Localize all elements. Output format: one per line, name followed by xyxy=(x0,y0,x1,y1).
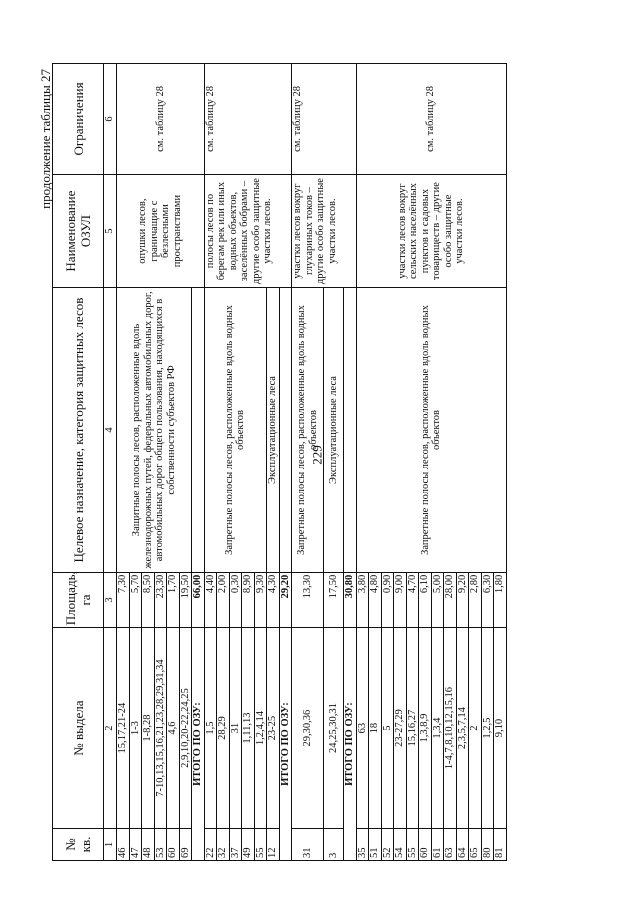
area-cell: 9,00 xyxy=(394,572,407,627)
table-row xyxy=(356,64,369,861)
area-cell: 8,90 xyxy=(242,572,255,627)
area-cell: 4,30 xyxy=(267,572,280,627)
kv-cell: 22 xyxy=(204,828,217,860)
kv-cell: 81 xyxy=(494,828,507,860)
kv-cell: 12 xyxy=(267,828,280,860)
vydel-cell: 15,16,27 xyxy=(406,628,419,829)
vydel-cell: 1-8,28 xyxy=(142,628,155,829)
kv-cell: 3 xyxy=(324,828,344,860)
vydel-cell: 1,2,5 xyxy=(481,628,494,829)
area-cell: 6,10 xyxy=(419,572,432,627)
index-cell: 6 xyxy=(104,64,117,175)
kv-cell: 51 xyxy=(369,828,382,860)
purpose-cell-secondary: Эксплуатационные леса xyxy=(324,288,344,573)
vydel-cell: 1,3,8,9 xyxy=(419,628,432,829)
table-caption: продолжение таблицы 27 xyxy=(38,69,53,209)
area-cell: 2,80 xyxy=(469,572,482,627)
kv-cell: 48 xyxy=(142,828,155,860)
vydel-cell: 28,29 xyxy=(217,628,230,829)
vydel-cell: 2,9,10,20-22,24,25 xyxy=(179,628,192,829)
vydel-cell: 15,17,21-24 xyxy=(117,628,130,829)
vydel-cell: 24,25,30,31 xyxy=(324,628,344,829)
kv-cell: 63 xyxy=(444,828,457,860)
header-ozul: Наименование ОЗУЛ xyxy=(53,174,104,287)
total-label: ИТОГО ПО ОЗУ: xyxy=(344,628,357,861)
table-header-row xyxy=(53,64,104,861)
area-cell: 5,00 xyxy=(431,572,444,627)
kv-cell: 54 xyxy=(394,828,407,860)
table-row xyxy=(292,64,324,861)
area-cell: 4,40 xyxy=(204,572,217,627)
kv-cell: 64 xyxy=(456,828,469,860)
area-cell: 7,30 xyxy=(117,572,130,627)
vydel-cell: 23-27,29 xyxy=(394,628,407,829)
total-value: 29,20 xyxy=(279,572,292,627)
ozul-cell: участки лесов вокруг глухариных токов – другие особо защитные участки лесов. xyxy=(292,174,357,287)
vydel-cell: 1,3,4 xyxy=(431,628,444,829)
restrictions-cell: см. таблицу 28 xyxy=(356,64,506,175)
area-cell: 19,50 xyxy=(179,572,192,627)
area-cell: 5,70 xyxy=(129,572,142,627)
area-cell: 4,80 xyxy=(369,572,382,627)
kv-cell: 35 xyxy=(356,828,369,860)
kv-cell: 80 xyxy=(481,828,494,860)
vydel-cell: 29,30,36 xyxy=(292,628,324,829)
ozul-cell: участки лесов вокруг сельских населённых пунктов и садовых товариществ – другие особо защитные участки лесов. xyxy=(356,174,506,287)
page-number: 229 xyxy=(309,445,325,465)
area-cell: 4,70 xyxy=(406,572,419,627)
vydel-cell: 4,6 xyxy=(167,628,180,829)
area-cell: 1,80 xyxy=(494,572,507,627)
restrictions-cell: см. таблицу 28 xyxy=(204,64,292,175)
total-value: 30,80 xyxy=(344,572,357,627)
purpose-cell: Запретные полосы лесов, расположенные вдоль водных объектов xyxy=(356,288,506,573)
kv-cell: 47 xyxy=(129,828,142,860)
total-label: ИТОГО ПО ОЗУ: xyxy=(192,628,205,861)
restrictions-cell: см. таблицу 28 xyxy=(117,64,205,175)
rotated-table-wrapper xyxy=(38,63,612,861)
index-cell: 4 xyxy=(104,288,117,573)
vydel-cell: 1-4,7,8,10,12,15,16 xyxy=(444,628,457,829)
kv-cell: 46 xyxy=(117,828,130,860)
vydel-cell: 7-10,13,15,16,21,23,28,29,31,34 xyxy=(154,628,167,829)
kv-cell: 69 xyxy=(179,828,192,860)
rotated-page-content xyxy=(38,63,612,861)
vydel-cell: 31 xyxy=(229,628,242,829)
kv-cell: 52 xyxy=(381,828,394,860)
vydel-cell: 1,5 xyxy=(204,628,217,829)
area-cell: 8,50 xyxy=(142,572,155,627)
index-cell: 5 xyxy=(104,174,117,287)
header-area: Площадь, га xyxy=(53,572,104,627)
area-cell: 17,50 xyxy=(324,572,344,627)
empty-cell xyxy=(344,288,357,573)
vydel-cell: 63 xyxy=(356,628,369,829)
area-cell: 2,00 xyxy=(217,572,230,627)
area-cell: 0,30 xyxy=(229,572,242,627)
kv-cell: 55 xyxy=(406,828,419,860)
index-cell: 1 xyxy=(104,828,117,860)
area-cell: 28,00 xyxy=(444,572,457,627)
kv-cell: 32 xyxy=(217,828,230,860)
vydel-cell: 9,10 xyxy=(494,628,507,829)
total-value: 66,00 xyxy=(192,572,205,627)
area-cell: 13,30 xyxy=(292,572,324,627)
area-cell: 6,30 xyxy=(481,572,494,627)
table-row xyxy=(204,64,217,861)
vydel-cell: 23-25 xyxy=(267,628,280,829)
vydel-cell: 1-3 xyxy=(129,628,142,829)
area-cell: 0,90 xyxy=(381,572,394,627)
area-cell: 23,30 xyxy=(154,572,167,627)
table-row xyxy=(117,64,130,861)
purpose-cell-secondary: Эксплуатационные леса xyxy=(267,288,280,573)
total-label: ИТОГО ПО ОЗУ: xyxy=(279,628,292,861)
area-cell: 1,70 xyxy=(167,572,180,627)
vydel-cell: 5 xyxy=(381,628,394,829)
empty-cell xyxy=(192,288,205,573)
kv-cell: 31 xyxy=(292,828,324,860)
kv-cell: 65 xyxy=(469,828,482,860)
vydel-cell: 1,11,13 xyxy=(242,628,255,829)
index-cell: 2 xyxy=(104,628,117,829)
purpose-cell: Защитные полосы лесов, расположенные вдоль железнодорожных путей, федеральных автомобильных дорог, автомобильных дорог общего пользования, находящихся в собственности субъектов РФ xyxy=(117,288,192,573)
protected-forests-table xyxy=(52,63,507,861)
column-index-row xyxy=(104,64,117,861)
ozul-cell: опушки лесов, граничащие с безлесными пространствами xyxy=(117,174,205,287)
vydel-cell: 2,3,5,7,14 xyxy=(456,628,469,829)
kv-cell: 55 xyxy=(254,828,267,860)
area-cell: 9,20 xyxy=(456,572,469,627)
purpose-cell: Запретные полосы лесов, расположенные вдоль водных объектов xyxy=(292,288,324,573)
header-restrictions: Ограничения xyxy=(53,64,104,175)
restrictions-cell: см. таблицу 28 xyxy=(292,64,357,175)
vydel-cell: 18 xyxy=(369,628,382,829)
header-vydel: № выдела xyxy=(53,628,104,829)
kv-cell: 60 xyxy=(419,828,432,860)
kv-cell: 60 xyxy=(167,828,180,860)
purpose-cell: Запретные полосы лесов, расположенные вдоль водных объектов xyxy=(204,288,267,573)
kv-cell: 53 xyxy=(154,828,167,860)
vydel-cell: 2 xyxy=(469,628,482,829)
ozul-cell: полосы лесов по берегам рек или иных водных объектов, заселённых бобрами – другие особо защитные участки лесов. xyxy=(204,174,292,287)
kv-cell: 49 xyxy=(242,828,255,860)
area-cell: 9,30 xyxy=(254,572,267,627)
empty-cell xyxy=(279,288,292,573)
vydel-cell: 1,2,4,14 xyxy=(254,628,267,829)
kv-cell: 61 xyxy=(431,828,444,860)
header-purpose: Целевое назначение, категория защитных лесов xyxy=(53,288,104,573)
header-kv: № кв. xyxy=(53,828,104,860)
area-cell: 3,80 xyxy=(356,572,369,627)
kv-cell: 37 xyxy=(229,828,242,860)
index-cell: 3 xyxy=(104,572,117,627)
